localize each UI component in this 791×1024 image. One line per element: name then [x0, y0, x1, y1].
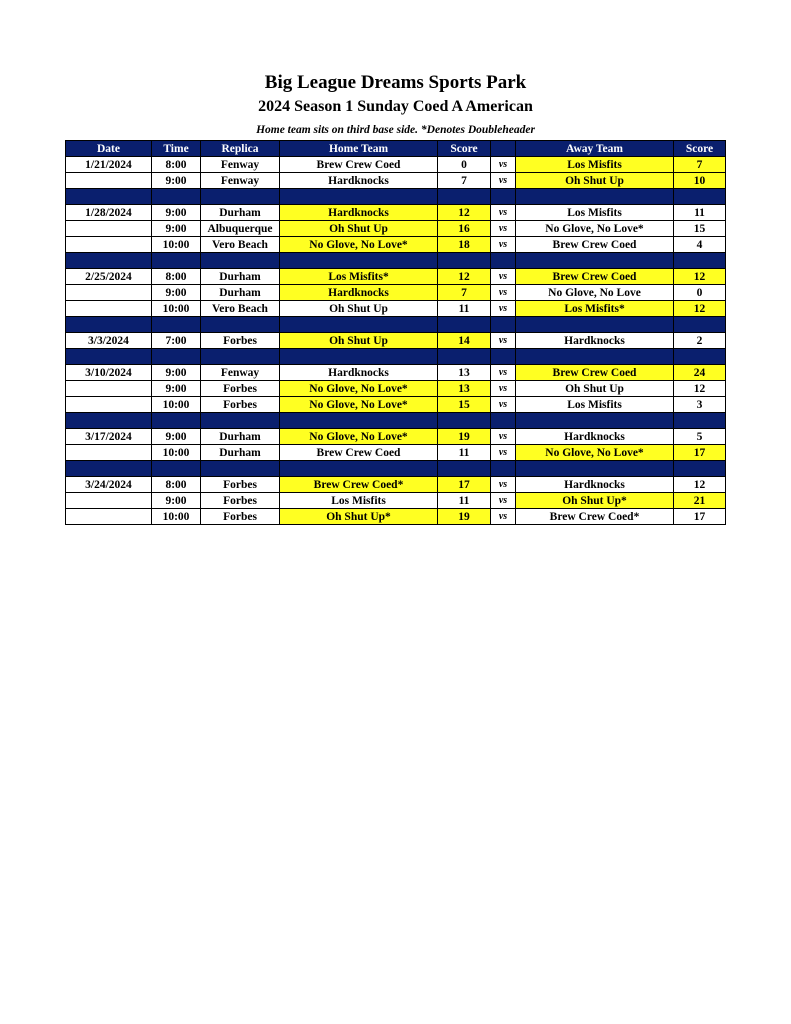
- separator-cell: [66, 413, 152, 429]
- game-date: 3/24/2024: [66, 477, 152, 493]
- column-header-time: Time: [152, 141, 201, 157]
- away-team: Los Misfits*: [516, 301, 674, 317]
- game-replica-field: Forbes: [201, 381, 280, 397]
- home-team: Brew Crew Coed: [280, 157, 438, 173]
- away-team: Hardknocks: [516, 429, 674, 445]
- table-row: [66, 381, 726, 397]
- table-row: [66, 237, 726, 253]
- separator-cell: [280, 317, 438, 333]
- home-score: 16: [438, 221, 491, 237]
- column-header-date: Date: [66, 141, 152, 157]
- separator-cell: [280, 413, 438, 429]
- separator-cell: [491, 253, 516, 269]
- game-time: 8:00: [152, 269, 201, 285]
- table-row: [66, 493, 726, 509]
- away-team: Brew Crew Coed: [516, 365, 674, 381]
- game-replica-field: Durham: [201, 205, 280, 221]
- schedule-note: Home team sits on third base side. *Denotes Doubleheader: [256, 124, 535, 136]
- game-date: [66, 301, 152, 317]
- home-score: 19: [438, 509, 491, 525]
- column-header-away-team: Away Team: [516, 141, 674, 157]
- separator-cell: [152, 349, 201, 365]
- home-score: 11: [438, 493, 491, 509]
- separator-cell: [491, 317, 516, 333]
- away-team: Brew Crew Coed: [516, 237, 674, 253]
- table-row: [66, 301, 726, 317]
- game-time: 8:00: [152, 157, 201, 173]
- table-row: [66, 397, 726, 413]
- schedule-body: [66, 157, 726, 525]
- week-separator-row: [66, 253, 726, 269]
- vs-label: vs: [491, 381, 516, 397]
- game-date: [66, 445, 152, 461]
- separator-cell: [516, 349, 674, 365]
- home-team: Oh Shut Up: [280, 301, 438, 317]
- game-date: [66, 173, 152, 189]
- away-team: No Glove, No Love: [516, 285, 674, 301]
- game-date: 3/3/2024: [66, 333, 152, 349]
- away-score: 12: [674, 301, 726, 317]
- column-header-home-score: Score: [438, 141, 491, 157]
- separator-cell: [152, 413, 201, 429]
- separator-cell: [516, 461, 674, 477]
- vs-label: vs: [491, 493, 516, 509]
- separator-cell: [491, 461, 516, 477]
- game-replica-field: Fenway: [201, 157, 280, 173]
- separator-cell: [66, 189, 152, 205]
- away-team: Oh Shut Up: [516, 381, 674, 397]
- page-title: Big League Dreams Sports Park: [264, 72, 527, 93]
- game-time: 10:00: [152, 509, 201, 525]
- away-team: Hardknocks: [516, 333, 674, 349]
- away-score: 0: [674, 285, 726, 301]
- vs-label: vs: [491, 445, 516, 461]
- page-subtitle: 2024 Season 1 Sunday Coed A American: [258, 98, 533, 115]
- separator-cell: [201, 317, 280, 333]
- game-date: [66, 285, 152, 301]
- column-header-away-score: Score: [674, 141, 726, 157]
- separator-cell: [201, 413, 280, 429]
- game-time: 9:00: [152, 429, 201, 445]
- away-score: 17: [674, 509, 726, 525]
- home-score: 12: [438, 269, 491, 285]
- vs-label: vs: [491, 509, 516, 525]
- away-team: Oh Shut Up*: [516, 493, 674, 509]
- game-time: 9:00: [152, 173, 201, 189]
- column-header-vs: [491, 141, 516, 157]
- vs-label: vs: [491, 477, 516, 493]
- schedule-table: [65, 140, 726, 525]
- separator-cell: [152, 189, 201, 205]
- vs-label: vs: [491, 205, 516, 221]
- separator-cell: [280, 189, 438, 205]
- column-header-replica: Replica: [201, 141, 280, 157]
- away-team: No Glove, No Love*: [516, 445, 674, 461]
- vs-label: vs: [491, 173, 516, 189]
- home-score: 14: [438, 333, 491, 349]
- table-row: [66, 157, 726, 173]
- away-team: Oh Shut Up: [516, 173, 674, 189]
- game-replica-field: Forbes: [201, 397, 280, 413]
- week-separator-row: [66, 189, 726, 205]
- home-score: 15: [438, 397, 491, 413]
- separator-cell: [280, 253, 438, 269]
- separator-cell: [66, 349, 152, 365]
- separator-cell: [152, 317, 201, 333]
- separator-cell: [280, 349, 438, 365]
- game-replica-field: Durham: [201, 269, 280, 285]
- away-score: 5: [674, 429, 726, 445]
- home-score: 0: [438, 157, 491, 173]
- away-team: No Glove, No Love*: [516, 221, 674, 237]
- separator-cell: [152, 253, 201, 269]
- game-replica-field: Fenway: [201, 173, 280, 189]
- away-team: Hardknocks: [516, 477, 674, 493]
- away-score: 12: [674, 477, 726, 493]
- separator-cell: [516, 189, 674, 205]
- game-time: 8:00: [152, 477, 201, 493]
- table-header-row: [66, 141, 726, 157]
- table-row: [66, 285, 726, 301]
- home-team: Oh Shut Up*: [280, 509, 438, 525]
- home-score: 17: [438, 477, 491, 493]
- table-row: [66, 477, 726, 493]
- table-row: [66, 445, 726, 461]
- home-team: Oh Shut Up: [280, 221, 438, 237]
- game-replica-field: Albuquerque: [201, 221, 280, 237]
- game-time: 10:00: [152, 397, 201, 413]
- away-score: 10: [674, 173, 726, 189]
- separator-cell: [201, 461, 280, 477]
- game-date: [66, 237, 152, 253]
- home-team: Los Misfits: [280, 493, 438, 509]
- separator-cell: [674, 349, 726, 365]
- game-replica-field: Durham: [201, 285, 280, 301]
- column-header-home-team: Home Team: [280, 141, 438, 157]
- away-score: 11: [674, 205, 726, 221]
- week-separator-row: [66, 317, 726, 333]
- home-team: No Glove, No Love*: [280, 397, 438, 413]
- home-score: 11: [438, 445, 491, 461]
- game-time: 9:00: [152, 221, 201, 237]
- away-team: Los Misfits: [516, 397, 674, 413]
- home-score: 18: [438, 237, 491, 253]
- separator-cell: [66, 317, 152, 333]
- game-date: 1/28/2024: [66, 205, 152, 221]
- separator-cell: [201, 349, 280, 365]
- game-date: [66, 221, 152, 237]
- home-score: 7: [438, 285, 491, 301]
- game-replica-field: Vero Beach: [201, 237, 280, 253]
- home-team: Los Misfits*: [280, 269, 438, 285]
- home-team: Oh Shut Up: [280, 333, 438, 349]
- table-row: [66, 429, 726, 445]
- away-score: 17: [674, 445, 726, 461]
- table-row: [66, 205, 726, 221]
- separator-cell: [66, 253, 152, 269]
- home-team: No Glove, No Love*: [280, 429, 438, 445]
- game-date: 2/25/2024: [66, 269, 152, 285]
- separator-cell: [438, 317, 491, 333]
- game-date: 1/21/2024: [66, 157, 152, 173]
- away-score: 12: [674, 381, 726, 397]
- vs-label: vs: [491, 333, 516, 349]
- home-team: Brew Crew Coed*: [280, 477, 438, 493]
- game-time: 10:00: [152, 237, 201, 253]
- game-replica-field: Forbes: [201, 509, 280, 525]
- game-replica-field: Durham: [201, 429, 280, 445]
- separator-cell: [438, 461, 491, 477]
- vs-label: vs: [491, 269, 516, 285]
- home-team: Hardknocks: [280, 365, 438, 381]
- away-team: Brew Crew Coed*: [516, 509, 674, 525]
- game-replica-field: Forbes: [201, 333, 280, 349]
- away-score: 3: [674, 397, 726, 413]
- table-row: [66, 365, 726, 381]
- away-score: 21: [674, 493, 726, 509]
- game-replica-field: Vero Beach: [201, 301, 280, 317]
- home-score: 7: [438, 173, 491, 189]
- game-replica-field: Forbes: [201, 493, 280, 509]
- away-score: 12: [674, 269, 726, 285]
- separator-cell: [438, 253, 491, 269]
- vs-label: vs: [491, 285, 516, 301]
- separator-cell: [438, 349, 491, 365]
- table-row: [66, 221, 726, 237]
- game-time: 7:00: [152, 333, 201, 349]
- home-team: Hardknocks: [280, 285, 438, 301]
- separator-cell: [674, 189, 726, 205]
- separator-cell: [201, 253, 280, 269]
- game-date: [66, 493, 152, 509]
- away-team: Los Misfits: [516, 205, 674, 221]
- game-replica-field: Durham: [201, 445, 280, 461]
- game-date: [66, 381, 152, 397]
- game-time: 10:00: [152, 301, 201, 317]
- vs-label: vs: [491, 221, 516, 237]
- game-time: 9:00: [152, 381, 201, 397]
- separator-cell: [491, 189, 516, 205]
- game-time: 9:00: [152, 205, 201, 221]
- away-team: Brew Crew Coed: [516, 269, 674, 285]
- home-score: 12: [438, 205, 491, 221]
- separator-cell: [516, 253, 674, 269]
- separator-cell: [674, 413, 726, 429]
- game-replica-field: Fenway: [201, 365, 280, 381]
- separator-cell: [438, 189, 491, 205]
- away-score: 24: [674, 365, 726, 381]
- separator-cell: [280, 461, 438, 477]
- separator-cell: [152, 461, 201, 477]
- game-time: 9:00: [152, 365, 201, 381]
- vs-label: vs: [491, 301, 516, 317]
- away-score: 4: [674, 237, 726, 253]
- game-time: 9:00: [152, 285, 201, 301]
- week-separator-row: [66, 349, 726, 365]
- vs-label: vs: [491, 157, 516, 173]
- home-team: Brew Crew Coed: [280, 445, 438, 461]
- week-separator-row: [66, 413, 726, 429]
- home-score: 11: [438, 301, 491, 317]
- vs-label: vs: [491, 397, 516, 413]
- game-time: 10:00: [152, 445, 201, 461]
- separator-cell: [491, 349, 516, 365]
- game-date: 3/10/2024: [66, 365, 152, 381]
- vs-label: vs: [491, 237, 516, 253]
- separator-cell: [201, 189, 280, 205]
- home-score: 13: [438, 365, 491, 381]
- separator-cell: [516, 413, 674, 429]
- game-replica-field: Forbes: [201, 477, 280, 493]
- game-date: [66, 397, 152, 413]
- game-time: 9:00: [152, 493, 201, 509]
- separator-cell: [674, 461, 726, 477]
- away-team: Los Misfits: [516, 157, 674, 173]
- table-row: [66, 509, 726, 525]
- away-score: 15: [674, 221, 726, 237]
- home-team: Hardknocks: [280, 173, 438, 189]
- game-date: [66, 509, 152, 525]
- home-team: Hardknocks: [280, 205, 438, 221]
- week-separator-row: [66, 461, 726, 477]
- separator-cell: [66, 461, 152, 477]
- game-date: 3/17/2024: [66, 429, 152, 445]
- separator-cell: [491, 413, 516, 429]
- separator-cell: [516, 317, 674, 333]
- vs-label: vs: [491, 429, 516, 445]
- separator-cell: [438, 413, 491, 429]
- vs-label: vs: [491, 365, 516, 381]
- table-row: [66, 173, 726, 189]
- home-score: 13: [438, 381, 491, 397]
- separator-cell: [674, 317, 726, 333]
- table-row: [66, 333, 726, 349]
- table-row: [66, 269, 726, 285]
- home-score: 19: [438, 429, 491, 445]
- home-team: No Glove, No Love*: [280, 237, 438, 253]
- away-score: 2: [674, 333, 726, 349]
- separator-cell: [674, 253, 726, 269]
- away-score: 7: [674, 157, 726, 173]
- home-team: No Glove, No Love*: [280, 381, 438, 397]
